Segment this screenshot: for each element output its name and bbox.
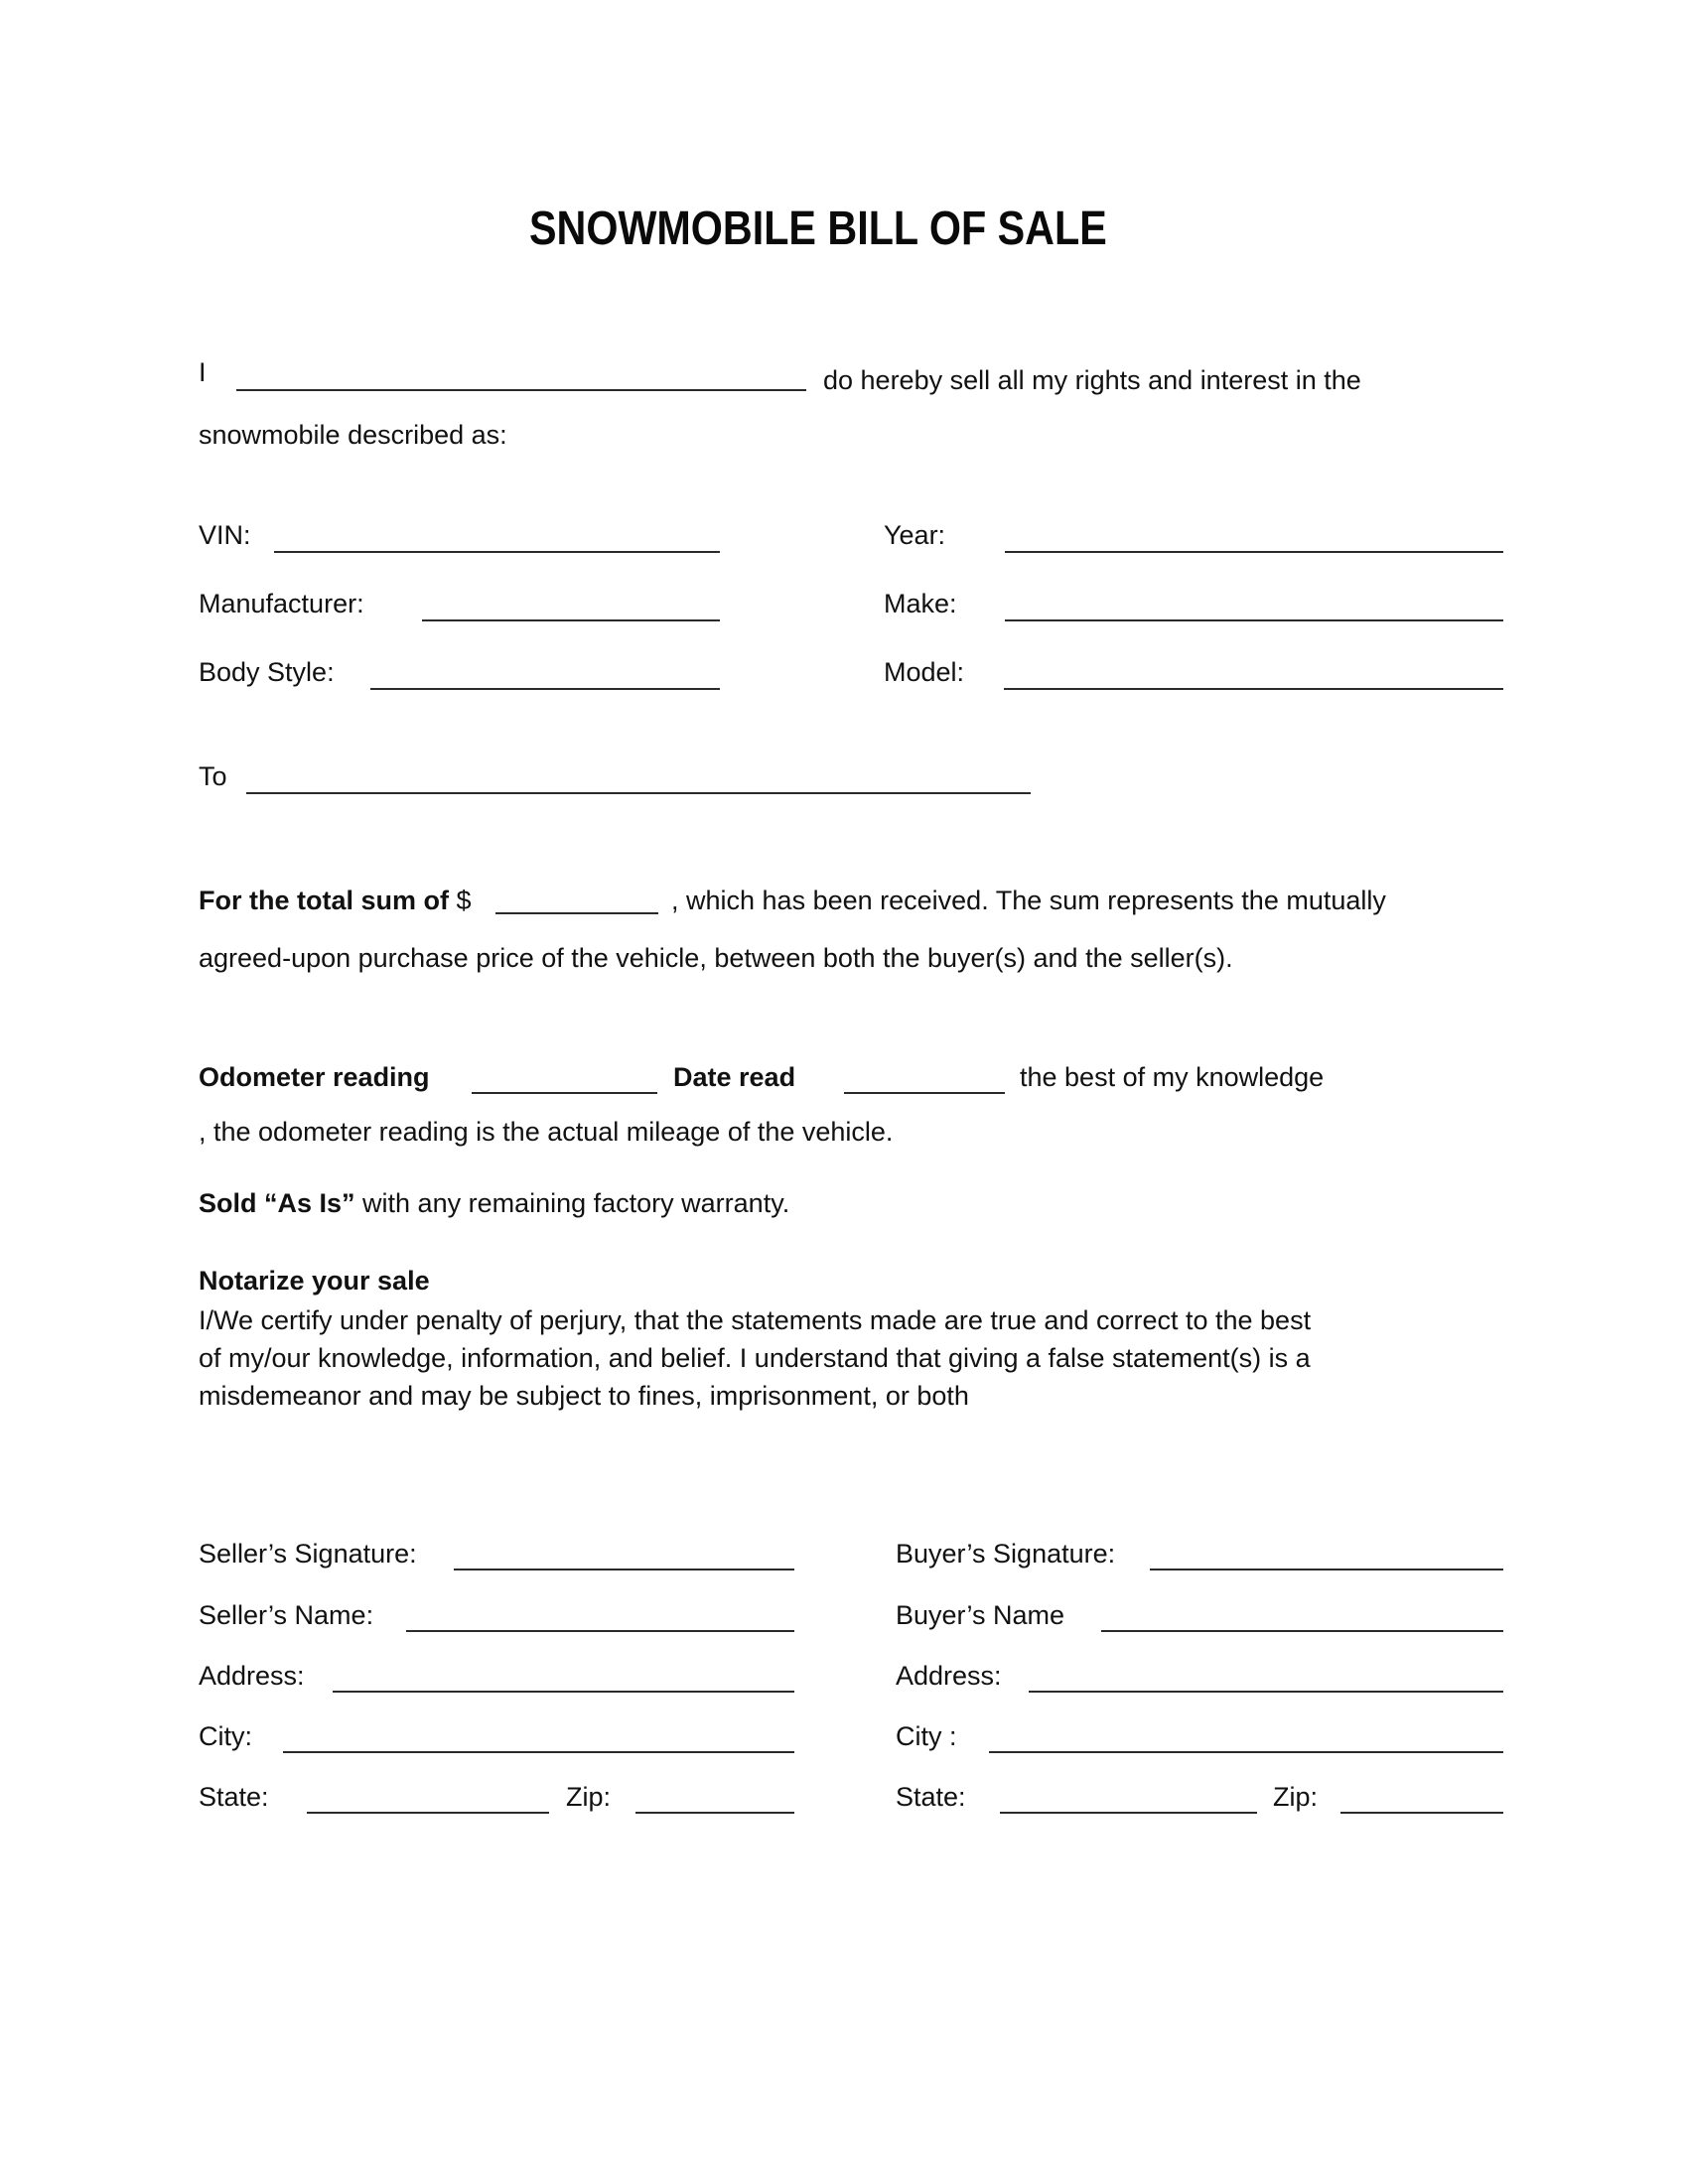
buyer-name-field[interactable] [1101, 1630, 1503, 1632]
seller-signature-label: Seller’s Signature: [199, 1539, 417, 1569]
notarize-heading: Notarize your sale [199, 1266, 430, 1296]
seller-state-field[interactable] [307, 1812, 549, 1814]
seller-city-label: City: [199, 1721, 252, 1751]
buyer-signature-field[interactable] [1150, 1569, 1503, 1570]
buyer-zip-label: Zip: [1273, 1782, 1319, 1812]
odometer-label: Odometer reading [199, 1062, 430, 1092]
notarize-line-2: of my/our knowledge, information, and belief. I understand that giving a false statement(s) is a [199, 1343, 1311, 1373]
vin-label: VIN: [199, 520, 251, 550]
buyer-state-label: State: [896, 1782, 966, 1812]
seller-address-field[interactable] [333, 1691, 794, 1693]
payment-label [199, 887, 472, 914]
model-label: Model: [884, 657, 965, 687]
seller-city-field[interactable] [283, 1751, 794, 1753]
model-field[interactable] [1004, 688, 1503, 690]
currency-symbol: $ [456, 886, 472, 915]
payment-bold-prefix: For the total sum of [199, 886, 449, 915]
payment-suffix: , which has been received. The sum represents the mutually [671, 886, 1386, 915]
intro-line2: snowmobile described as: [199, 420, 507, 450]
date-read-label: Date read [673, 1062, 796, 1092]
seller-name-input[interactable] [406, 1630, 794, 1632]
notarize-line-3: misdemeanor and may be subject to fines, imprisonment, or both [199, 1381, 969, 1411]
make-field[interactable] [1005, 619, 1503, 621]
seller-name-field[interactable] [236, 389, 806, 391]
year-field[interactable] [1005, 551, 1503, 553]
seller-signature-field[interactable] [454, 1569, 794, 1570]
notarize-line-1: I/We certify under penalty of perjury, that the statements made are true and correct to the best [199, 1305, 1312, 1335]
odometer-suffix: the best of my knowledge [1020, 1062, 1325, 1092]
seller-zip-field[interactable] [635, 1812, 794, 1814]
seller-state-label: State: [199, 1782, 269, 1812]
buyer-signature-label: Buyer’s Signature: [896, 1539, 1116, 1569]
manufacturer-label: Manufacturer: [199, 589, 364, 618]
seller-name-label: Seller’s Name: [199, 1600, 374, 1630]
buyer-address-field[interactable] [1029, 1691, 1503, 1693]
buyer-address-label: Address: [896, 1661, 1002, 1691]
body-style-label: Body Style: [199, 657, 335, 687]
buyer-zip-field[interactable] [1340, 1812, 1503, 1814]
body-style-field[interactable] [370, 688, 720, 690]
odometer-field[interactable] [472, 1092, 657, 1094]
payment-line2: agreed-upon purchase price of the vehicle, between both the buyer(s) and the seller(s). [199, 943, 1233, 973]
vin-field[interactable] [274, 551, 720, 553]
as-is-bold: Sold “As Is” [199, 1188, 355, 1218]
manufacturer-field[interactable] [422, 619, 720, 621]
buyer-state-field[interactable] [1000, 1812, 1257, 1814]
as-is-statement [199, 1190, 789, 1217]
intro-prefix: I [199, 357, 207, 387]
buyer-to-field[interactable] [246, 792, 1031, 794]
document-title: SNOWMOBILE BILL OF SALE [529, 203, 1107, 255]
buyer-city-field[interactable] [989, 1751, 1503, 1753]
to-label: To [199, 761, 227, 791]
buyer-city-label: City : [896, 1721, 957, 1751]
seller-address-label: Address: [199, 1661, 305, 1691]
odometer-line2: , the odometer reading is the actual mileage of the vehicle. [199, 1117, 894, 1147]
amount-field[interactable] [495, 912, 658, 914]
year-label: Year: [884, 520, 946, 550]
seller-zip-label: Zip: [566, 1782, 612, 1812]
date-read-field[interactable] [844, 1092, 1005, 1094]
make-label: Make: [884, 589, 957, 618]
buyer-name-label: Buyer’s Name [896, 1600, 1065, 1630]
as-is-text: with any remaining factory warranty. [354, 1188, 790, 1218]
intro-suffix: do hereby sell all my rights and interest in the [823, 365, 1361, 395]
